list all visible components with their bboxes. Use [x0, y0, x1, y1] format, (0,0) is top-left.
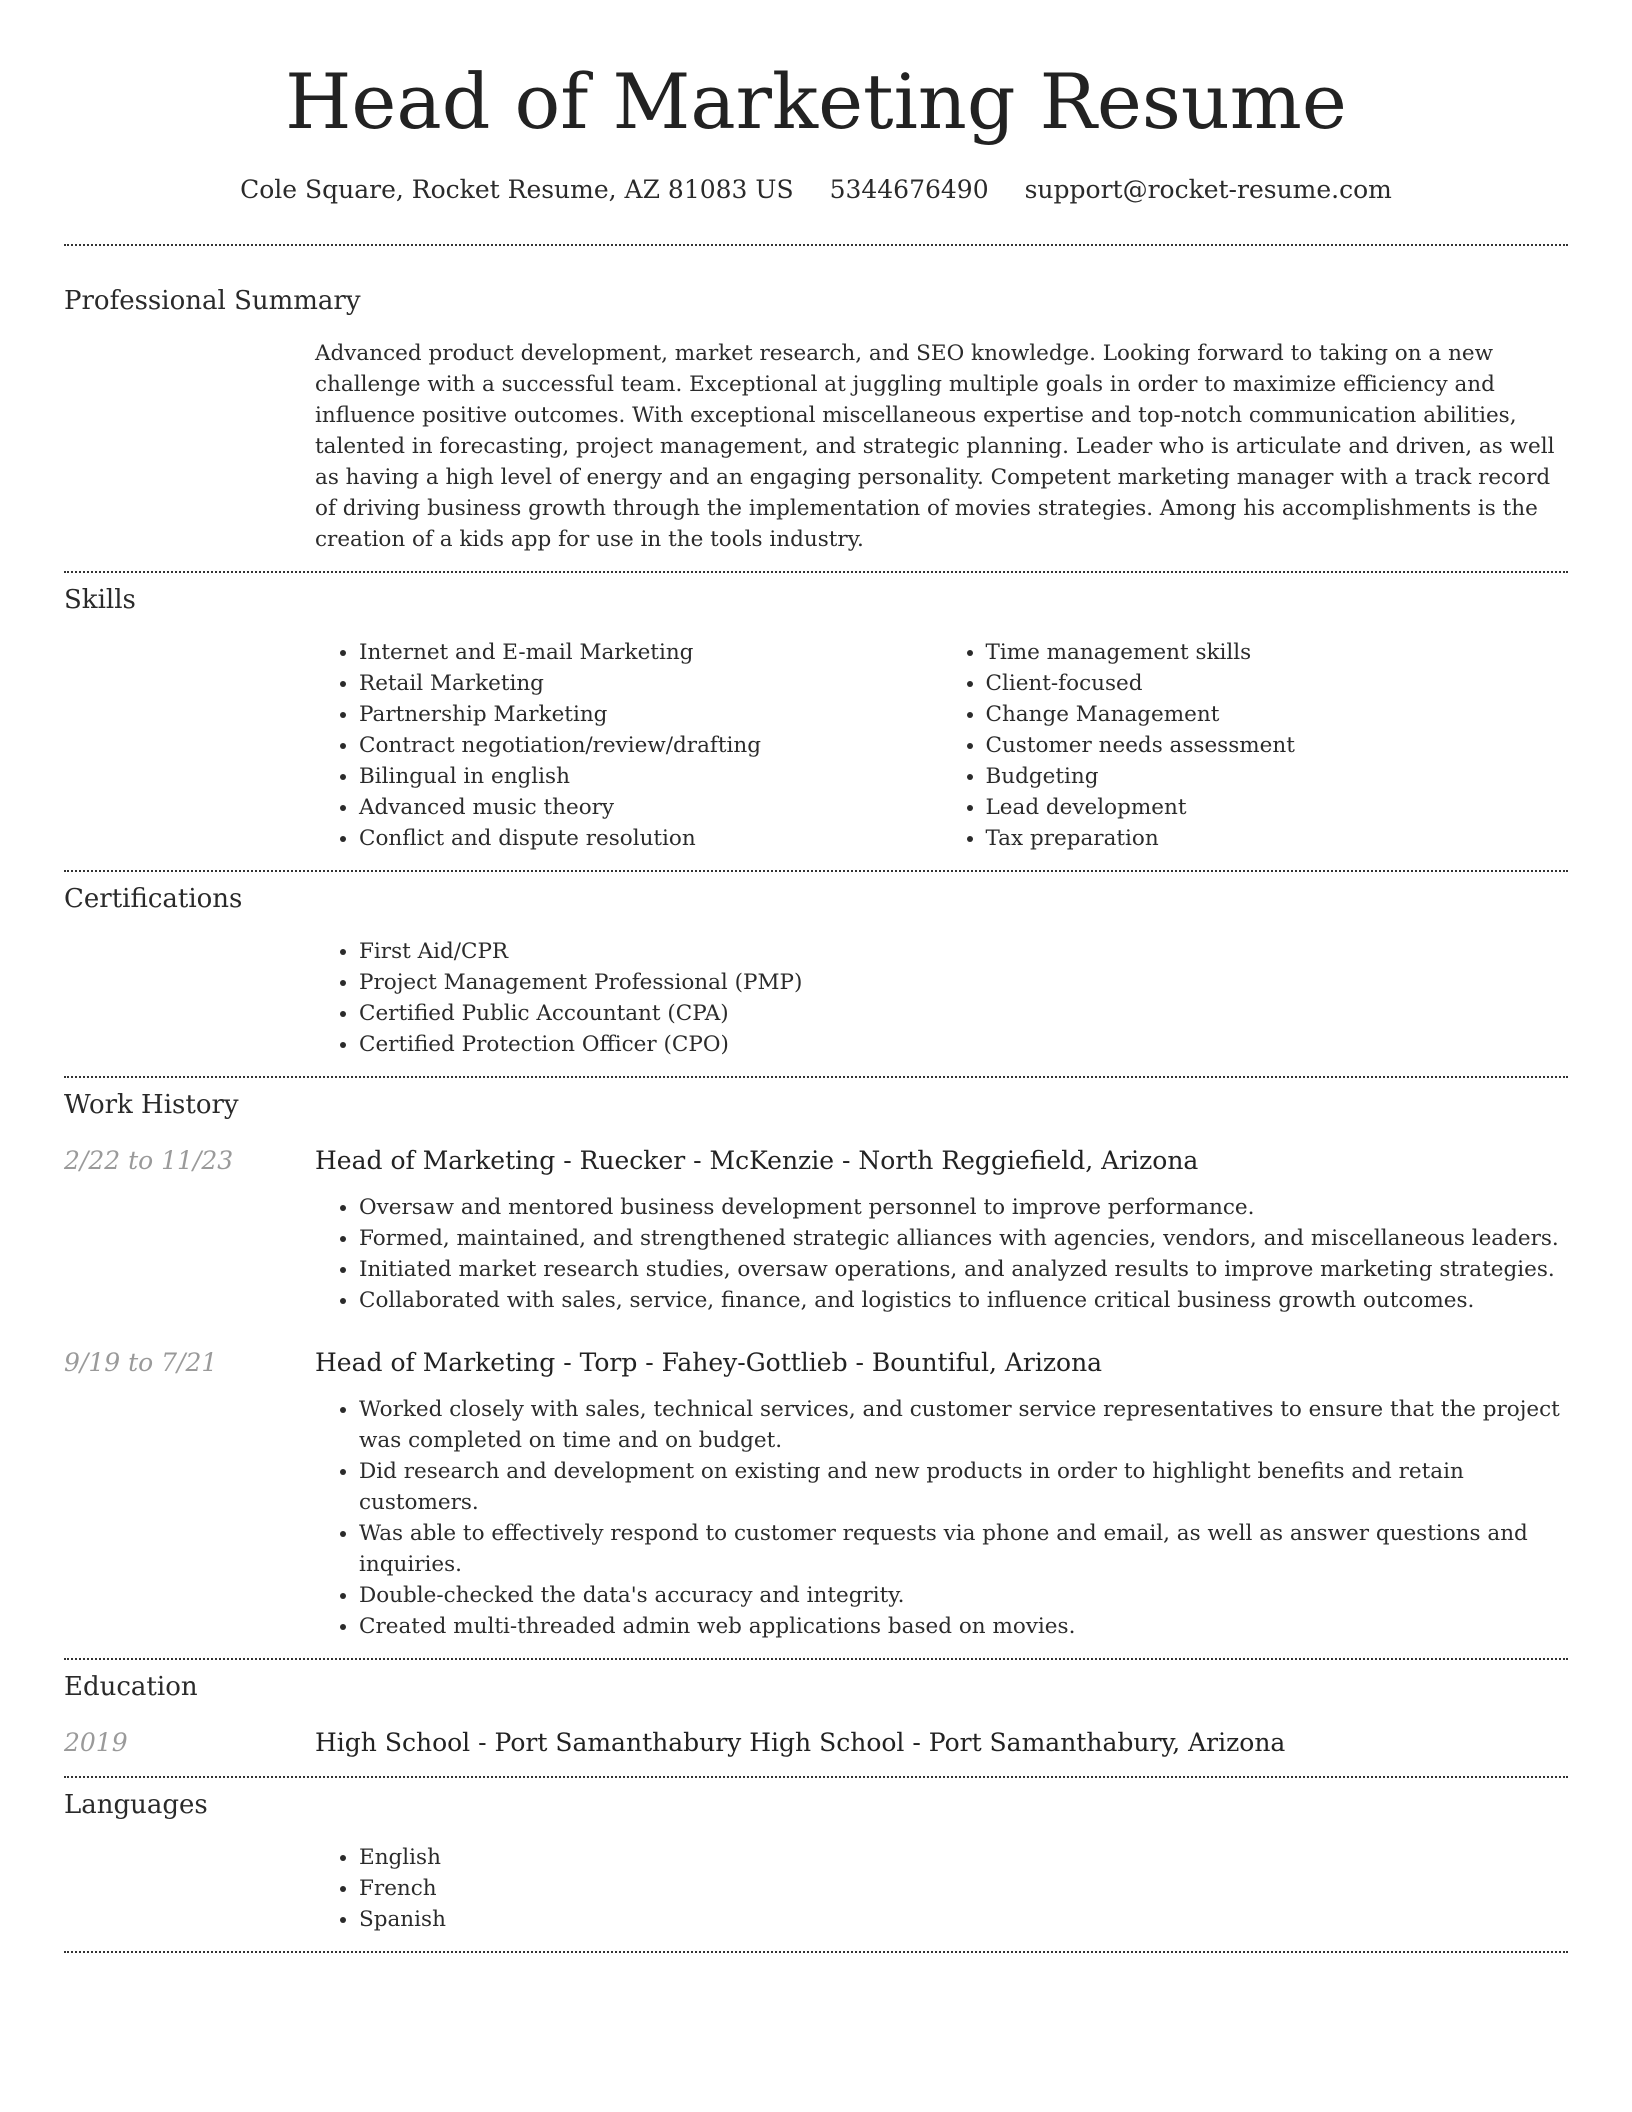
job-bullet: • Worked closely with sales, technical services, and customer service representatives to ensure that the project was completed on time and on budget. — [359, 1394, 1568, 1456]
skills-list-left — [315, 637, 942, 854]
job-bullet: • Formed, maintained, and strengthened strategic alliances with agencies, vendors, and miscellaneous leaders. — [359, 1223, 1568, 1254]
divider — [64, 571, 1568, 573]
certification-item: • Project Management Professional (PMP) — [359, 967, 1568, 998]
skill-item: • Conflict and dispute resolution — [359, 823, 942, 854]
skill-item: • Internet and E-mail Marketing — [359, 637, 942, 668]
job-title: Head of Marketing - Ruecker - McKenzie - North Reggiefield, Arizona — [315, 1146, 1199, 1175]
skill-item: • Partnership Marketing — [359, 699, 942, 730]
language-item: • English — [359, 1842, 1568, 1873]
section-heading-skills: Skills — [64, 585, 136, 615]
work-section — [64, 1088, 1568, 1642]
skill-item: • Contract negotiation/review/drafting — [359, 730, 942, 761]
divider — [64, 1658, 1568, 1660]
page-title: Head of Marketing Resume — [285, 57, 1347, 146]
certifications-section — [64, 882, 1568, 1060]
education-title: High School - Port Samanthabury High School - Port Samanthabury, Arizona — [315, 1728, 1286, 1757]
skill-item: • Time management skills — [986, 637, 1569, 668]
job-header — [64, 1346, 1568, 1380]
summary-body — [315, 338, 1568, 555]
languages-list — [315, 1842, 1568, 1935]
job-title: Head of Marketing - Torp - Fahey-Gottlieb - Bountiful, Arizona — [315, 1348, 1103, 1377]
certification-item: • Certified Public Accountant (CPA) — [359, 998, 1568, 1029]
certifications-list — [315, 936, 1568, 1060]
language-item: • French — [359, 1873, 1568, 1904]
skill-item: • Bilingual in english — [359, 761, 942, 792]
divider — [64, 870, 1568, 872]
contact-line — [64, 172, 1568, 208]
job-bullets — [315, 1394, 1568, 1642]
certification-item: • Certified Protection Officer (CPO) — [359, 1029, 1568, 1060]
education-year: 2019 — [64, 1728, 128, 1757]
job-entry — [64, 1144, 1568, 1316]
skills-section — [64, 583, 1568, 854]
skill-item: • Customer needs assessment — [986, 730, 1569, 761]
section-heading-work: Work History — [64, 1090, 239, 1120]
contact-address: Cole Square, Rocket Resume, AZ 81083 US — [240, 175, 794, 204]
languages-section — [64, 1788, 1568, 1935]
job-bullet: • Double-checked the data's accuracy and integrity. — [359, 1580, 1568, 1611]
section-heading-education: Education — [64, 1672, 198, 1702]
divider — [64, 1076, 1568, 1078]
job-bullet: • Created multi-threaded admin web applications based on movies. — [359, 1611, 1568, 1642]
skill-item: • Retail Marketing — [359, 668, 942, 699]
job-header — [64, 1144, 1568, 1178]
education-entry — [64, 1726, 1568, 1760]
section-heading-languages: Languages — [64, 1790, 208, 1820]
summary-section — [64, 284, 1568, 555]
skills-columns — [315, 637, 1568, 854]
summary-text: Advanced product development, market research, and SEO knowledge. Looking forward to taking on a new challenge with a successful team. Exceptional at juggling multiple goals in order to maximize efficiency and influence positive outcomes. With exceptional miscellaneous expertise and top-notch communication abilities, talented in forecasting, project management, and strategic planning. Leader who is articulate and driven, as well as having a high level of energy and an engaging personality. Competent marketing manager with a track record of driving business growth through the implementation of movies strategies. Among his accomplishments is the creation of a kids app for use in the tools industry. — [315, 341, 1555, 552]
job-bullet: • Was able to effectively respond to customer requests via phone and email, as well as answer questions and inquiries. — [359, 1518, 1568, 1580]
skill-item: • Tax preparation — [986, 823, 1569, 854]
language-item: • Spanish — [359, 1904, 1568, 1935]
job-dates: 2/22 to 11/23 — [64, 1146, 234, 1175]
section-heading-summary: Professional Summary — [64, 286, 361, 316]
education-section — [64, 1670, 1568, 1760]
skill-item: • Lead development — [986, 792, 1569, 823]
job-bullet: • Did research and development on existing and new products in order to highlight benefits and retain customers. — [359, 1456, 1568, 1518]
certifications-body — [315, 936, 1568, 1060]
skill-item: • Client-focused — [986, 668, 1569, 699]
job-dates: 9/19 to 7/21 — [64, 1348, 218, 1377]
skill-item: • Budgeting — [986, 761, 1569, 792]
resume-page — [64, 0, 1568, 1953]
divider — [64, 1776, 1568, 1778]
contact-email: support@rocket-resume.com — [1024, 175, 1392, 204]
job-bullets — [315, 1192, 1568, 1316]
languages-body — [315, 1842, 1568, 1935]
certification-item: • First Aid/CPR — [359, 936, 1568, 967]
skill-item: • Advanced music theory — [359, 792, 942, 823]
job-bullet: • Collaborated with sales, service, finance, and logistics to influence critical business growth outcomes. — [359, 1285, 1568, 1316]
skills-list-right — [942, 637, 1569, 854]
divider — [64, 1951, 1568, 1953]
contact-phone: 5344676490 — [829, 175, 989, 204]
skill-item: • Change Management — [986, 699, 1569, 730]
job-details — [315, 1192, 1568, 1316]
job-details — [315, 1394, 1568, 1642]
divider — [64, 244, 1568, 246]
job-bullet: • Oversaw and mentored business development personnel to improve performance. — [359, 1192, 1568, 1223]
section-heading-certifications: Certifications — [64, 884, 243, 914]
job-entry — [64, 1346, 1568, 1642]
job-bullet: • Initiated market research studies, oversaw operations, and analyzed results to improve marketing strategies. — [359, 1254, 1568, 1285]
